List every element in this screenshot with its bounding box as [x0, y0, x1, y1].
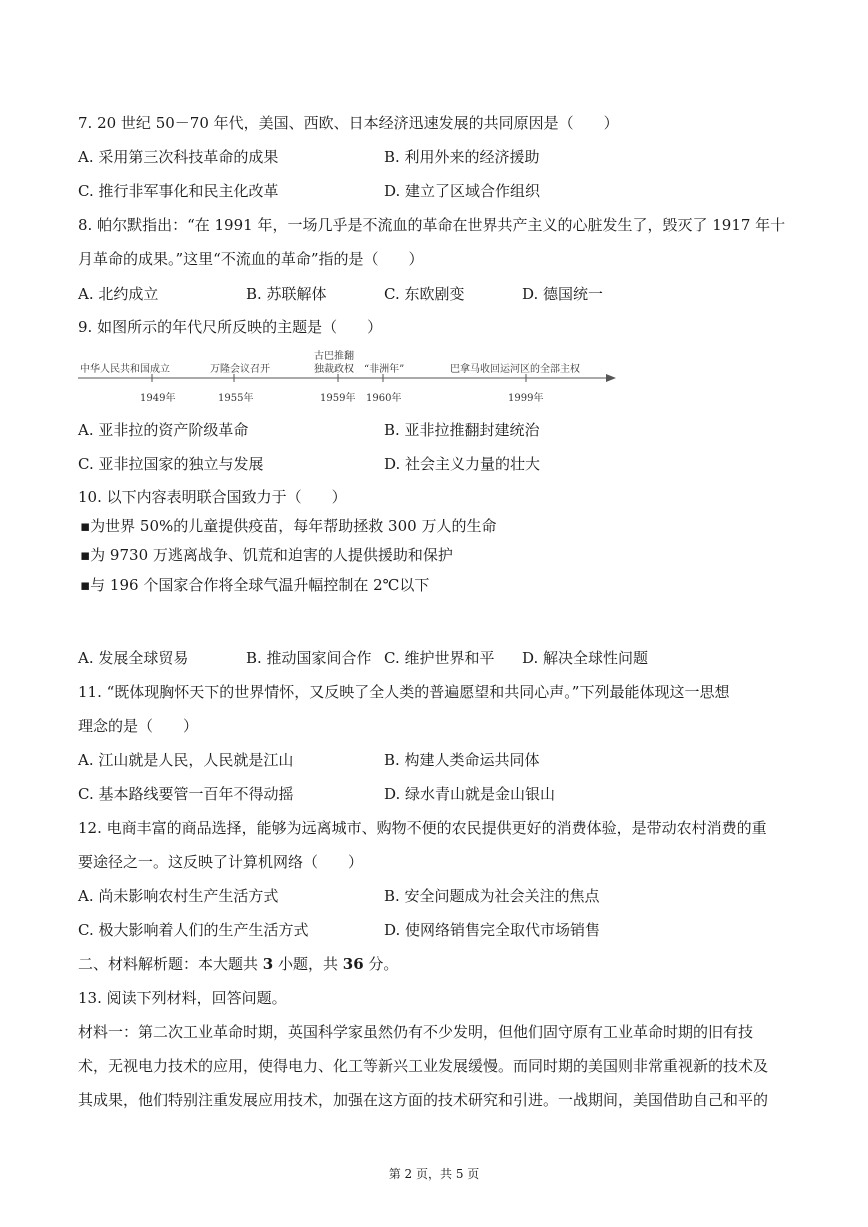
timeline-event-1959-line1: 古巴推翻	[314, 351, 354, 362]
q11-option-b: B. 构建人类命运共同体	[384, 751, 540, 769]
question-11-stem-line1: 11. “既体现胸怀天下的世界情怀，又反映了全人类的普遍愿望和共同心声。”下列最能体现这一思想	[78, 683, 730, 701]
timeline-year-1999: 1999年	[508, 393, 544, 404]
q12-option-a: A. 尚未影响农村生产生活方式	[78, 887, 279, 905]
q10-option-a: A. 发展全球贸易	[78, 649, 189, 667]
question-8-stem-line2: 月革命的成果。”这里“不流血的革命”指的是（ ）	[78, 250, 424, 268]
q10-bullet-3: ▪与 196 个国家合作将全球气温升幅控制在 2℃以下	[80, 576, 430, 594]
q8-option-b: B. 苏联解体	[246, 285, 327, 303]
timeline-event-1999: 巴拿马收回运河区的全部主权	[450, 364, 580, 375]
timeline-event-1949: 中华人民共和国成立	[80, 364, 170, 375]
q9-option-d: D. 社会主义力量的壮大	[384, 455, 541, 473]
q11-option-c: C. 基本路线要管一百年不得动摇	[78, 785, 294, 803]
q12-option-d: D. 使网络销售完全取代市场销售	[384, 921, 601, 939]
q12-option-b: B. 安全问题成为社会关注的焦点	[384, 887, 600, 905]
q9-option-c: C. 亚非拉国家的独立与发展	[78, 455, 264, 473]
section-2-question-count: 3	[262, 955, 274, 973]
q9-option-a: A. 亚非拉的资产阶级革命	[78, 421, 249, 439]
question-13-stem: 13. 阅读下列材料，回答问题。	[78, 989, 287, 1007]
timeline-arrow-icon	[606, 374, 616, 382]
section-2-middle: 小题，共	[273, 955, 343, 973]
q7-option-c: C. 推行非军事化和民主化改革	[78, 182, 279, 200]
question-12-stem-line1: 12. 电商丰富的商品选择，能够为远离城市、购物不便的农民提供更好的消费体验，是带动农村消费的重	[78, 819, 767, 837]
timeline-year-1949: 1949年	[140, 393, 176, 404]
q12-option-c: C. 极大影响着人们的生产生活方式	[78, 921, 309, 939]
q13-material-line1: 材料一：第二次工业革命时期，英国科学家虽然仍有不少发明，但他们固守原有工业革命时期的旧有技	[78, 1023, 754, 1041]
section-2-prefix: 二、材料解析题：本大题共	[78, 955, 263, 973]
q11-option-d: D. 绿水青山就是金山银山	[384, 785, 556, 803]
q10-option-b: B. 推动国家间合作	[246, 649, 372, 667]
question-8-stem-line1: 8. 帕尔默指出：“在 1991 年，一场几乎是不流血的革命在世界共产主义的心脏发生了，毁灭了 1917 年十	[78, 216, 786, 234]
section-2-suffix: 分。	[363, 955, 399, 973]
q13-material-line3: 其成果，他们特别注重发展应用技术，加强在这方面的技术研究和引进。一战期间，美国借助自己和平的	[78, 1091, 769, 1109]
timeline-year-1959: 1959年	[320, 393, 356, 404]
q10-bullet-1: ▪为世界 50%的儿童提供疫苗，每年帮助拯救 300 万人的生命	[80, 517, 497, 535]
question-12-stem-line2: 要途径之一。这反映了计算机网络（ ）	[78, 853, 364, 871]
section-2-score: 36	[342, 955, 364, 973]
question-11-stem-line2: 理念的是（ ）	[78, 717, 199, 735]
q8-option-d: D. 德国统一	[522, 285, 604, 303]
timeline-figure	[78, 345, 618, 410]
q7-option-d: D. 建立了区域合作组织	[384, 182, 541, 200]
q7-option-a: A. 采用第三次科技革命的成果	[78, 148, 279, 166]
q8-option-a: A. 北约成立	[78, 285, 159, 303]
q10-bullet-2: ▪为 9730 万逃离战争、饥荒和迫害的人提供援助和保护	[80, 546, 453, 564]
q8-option-c: C. 东欧剧变	[384, 285, 465, 303]
page-number-footer: 第 2 页，共 5 页	[388, 1167, 480, 1181]
timeline-event-1955: 万隆会议召开	[210, 364, 270, 375]
q13-material-line2: 术，无视电力技术的应用，使得电力、化工等新兴工业发展缓慢。而同时期的美国则非常重视新的技术及	[78, 1057, 769, 1075]
section-2-heading	[78, 954, 398, 974]
question-10-stem: 10. 以下内容表明联合国致力于（ ）	[78, 488, 347, 506]
q11-option-a: A. 江山就是人民，人民就是江山	[78, 751, 294, 769]
q10-option-c: C. 维护世界和平	[384, 649, 495, 667]
timeline-year-1955: 1955年	[218, 393, 254, 404]
q9-option-b: B. 亚非拉推翻封建统治	[384, 421, 540, 439]
timeline-event-1960: “非洲年”	[364, 364, 405, 375]
question-7-stem: 7. 20 世纪 50－70 年代，美国、西欧、日本经济迅速发展的共同原因是（ ）	[78, 114, 619, 132]
q10-option-d: D. 解决全球性问题	[522, 649, 649, 667]
question-9-stem: 9. 如图所示的年代尺所反映的主题是（ ）	[78, 318, 383, 336]
timeline-year-1960: 1960年	[366, 393, 402, 404]
q7-option-b: B. 利用外来的经济援助	[384, 148, 540, 166]
timeline-event-1959-line2: 独裁政权	[314, 364, 354, 375]
